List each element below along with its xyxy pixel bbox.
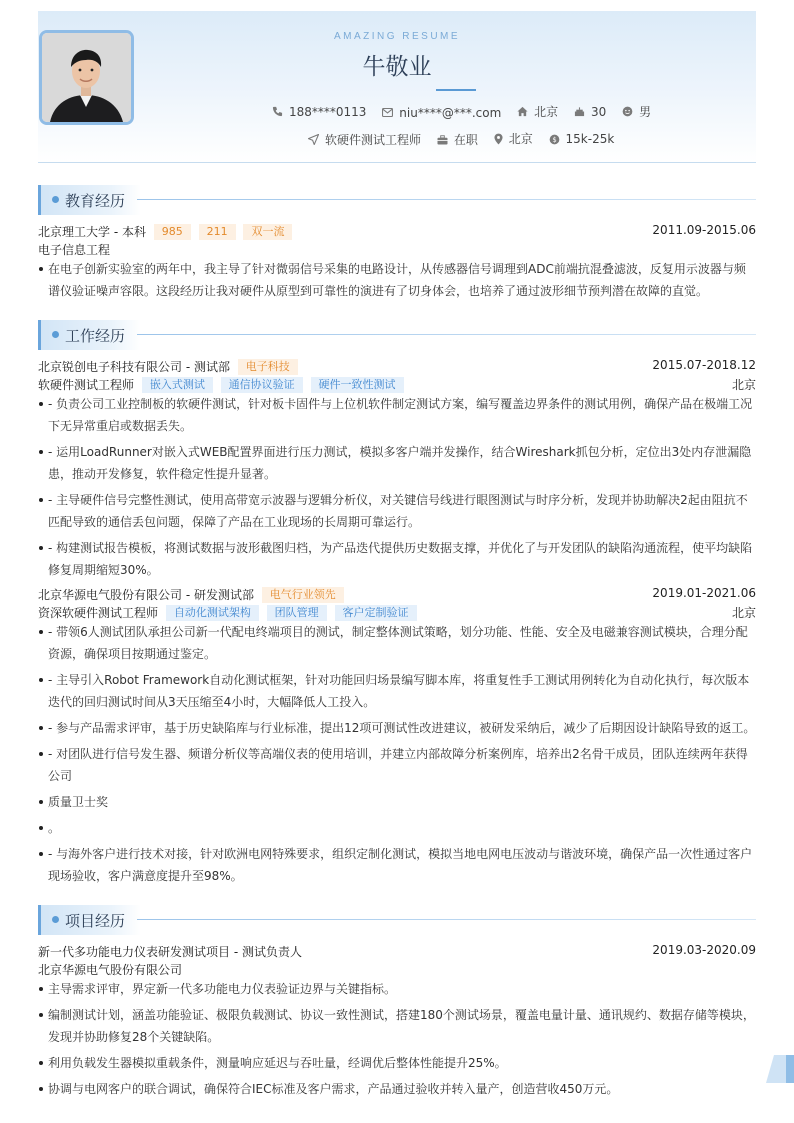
project-bullet: 主导需求评审，界定新一代多功能电力仪表验证边界与关键指标。 [38,978,756,1000]
project-bullet: 利用负载发生器模拟重载条件，测量响应延迟与吞吐量，经调优后整体性能提升25%。 [38,1052,756,1074]
job-location: 北京 [731,606,756,620]
section-projects [38,905,756,935]
gender-text: 男 [639,105,652,119]
age-text: 30 [590,104,607,119]
location-icon [494,133,503,145]
project-bullet: 协调与电网客户的联合调试，确保符合IEC标准及客户需求，产品通过验收并转入量产，创造营收450万元。 [38,1078,756,1100]
contact-row [266,103,657,120]
email-item [382,106,501,120]
section-dot [52,196,59,203]
job-dates: 2015.07-2018.12 [652,358,756,372]
home-icon [517,106,528,117]
job-bullet: - 主导引入Robot Framework自动化测试框架，针对功能回归场景编写脚本库，将重复性手工测试用例转化为自动化执行，每次版本迭代的回归测试时间从3天压缩至4小时，大幅降低人工投入。 [38,669,756,713]
project-name: 新一代多功能电力仪表研发测试项目 - 测试负责人 [38,945,302,959]
education-major-row [38,241,756,258]
city-text: 北京 [534,105,559,119]
section-divider [137,919,756,920]
project-company: 北京华源电气股份有限公司 [38,963,183,977]
job-bullet: - 构建测试报告模板，将测试数据与波形截图归档，为产品迭代提供历史数据支撑，并优化了与开发团队的缺陷沟通流程，使平均缺陷修复周期缩短30%。 [38,537,756,581]
job-bullet: - 参与产品需求评审，基于历史缺陷库与行业标准，提出12项可测试性改进建议，被研发采纳后，减少了后期因设计缺陷导致的返工。 [38,717,756,739]
job-bullet: - 与海外客户进行技术对接，针对欧洲电网特殊要求，组织定制化测试，模拟当地电网电压波动与谐波环境，确保产品一次性通过客户现场验收，客户满意度提升至98%。 [38,843,756,887]
job-role-row [38,376,756,393]
salary-item [549,132,615,146]
salary-text: 15k-25k [565,132,615,146]
education-dates: 2011.09-2015.06 [652,223,756,237]
job-role-row [38,604,756,621]
resume-tagline: AMAZING RESUME [333,31,461,42]
job-bullet: - 运用LoadRunner对嵌入式WEB配置界面进行压力测试，模拟多客户端并发操作，结合Wireshark抓包分析，定位出3处内存泄漏隐患，推动开发修复，软件稳定性提升显著。 [38,441,756,485]
job-bullet: 质量卫士奖 [38,791,756,813]
section-education [38,185,756,215]
gender-item [622,103,651,120]
section-divider [137,334,756,335]
job-bullet: - 主导硬件信号完整性测试，使用高带宽示波器与逻辑分析仪，对关键信号线进行眼图测试与时序分析，发现并协助解决2起由阻抗不匹配导致的通信丢包问题，保障了产品在工业现场的长周期可靠运行。 [38,489,756,533]
phone-icon [272,106,283,117]
project-company-row [38,961,756,978]
education-school-row [38,223,756,240]
school-tag: 211 [199,224,236,240]
cake-icon [574,106,585,117]
project-dates: 2019.03-2020.09 [652,943,756,957]
job-company-row [38,586,756,603]
school-tag: 双一流 [243,224,292,240]
section-dot [52,331,59,338]
target-city-item [494,130,533,147]
section-title-text: 项目经历 [65,912,126,930]
major: 电子信息工程 [38,243,111,257]
phone-item [272,105,366,119]
section-title-text: 教育经历 [65,192,126,210]
skill-tag: 硬件一致性测试 [311,377,404,393]
email-text: niu****@***.com [399,105,502,120]
skill-tag: 嵌入式测试 [142,377,213,393]
job-bullet: - 对团队进行信号发生器、频谱分析仪等高端仪表的使用培训，并建立内部故障分析案例库，培养出2名骨干成员，团队连续两年获得公司 [38,743,756,787]
status-item [437,131,478,148]
job-role: 软硬件测试工程师 [38,378,135,392]
job-bullet: 。 [38,817,756,839]
job-dates: 2019.01-2021.06 [652,586,756,600]
section-divider [137,199,756,200]
briefcase-icon [437,135,448,145]
project-bullet: 编制测试计划，涵盖功能验证、极限负载测试、协议一致性测试，搭建180个测试场景，覆盖电量计量、通讯规约、数据存储等模块，发现并协助修复28个关键缺陷。 [38,1004,756,1048]
job-bullet: - 负责公司工业控制板的软硬件测试，针对板卡固件与上位机软件制定测试方案，编写覆盖边界条件的测试用例，确保产品在极端工况下无异常重启或数据丢失。 [38,393,756,437]
target-city-text: 北京 [508,132,533,146]
job-role: 资深软硬件测试工程师 [38,606,159,620]
skill-tag: 自动化测试架构 [166,605,259,621]
section-work [38,320,756,350]
school-tag: 985 [154,224,191,240]
project-name-row [38,943,756,960]
mail-icon [382,108,393,117]
school-line: 北京理工大学 - 本科 [38,225,146,239]
status-text: 在职 [453,133,478,147]
company-tag: 电气行业领先 [262,587,344,603]
company-tag: 电子科技 [238,359,298,375]
target-position-text: 软硬件测试工程师 [325,132,422,147]
skill-tag: 客户定制验证 [335,605,417,621]
company-line: 北京锐创电子科技有限公司 - 测试部 [38,360,230,374]
education-bullet: 在电子创新实验室的两年中，我主导了针对微弱信号采集的电路设计，从传感器信号调理到ADC前端抗混叠滤波，反复用示波器与频谱仪验证噪声容限。这段经历让我对硬件从原型到可靠性的演进有了切身体会，也培养了通过波形细节预判潜在故障的直觉。 [38,258,756,302]
send-icon [308,134,319,145]
job-intent-row [302,130,620,148]
section-title-text: 工作经历 [65,327,126,345]
skill-tag: 通信协议验证 [221,377,303,393]
job-bullet: - 带领6人测试团队承担公司新一代配电终端项目的测试，制定整体测试策略，划分功能、性能、安全及电磁兼容测试模块，合理分配资源，确保项目按期通过鉴定。 [38,621,756,665]
section-dot [52,916,59,923]
svg-text:$: $ [551,135,557,144]
candidate-name: 牛敬业 [362,54,432,80]
face-icon [622,106,633,117]
corner-decoration [766,1055,794,1083]
money-icon [549,134,560,145]
skill-tag: 团队管理 [267,605,327,621]
job-location: 北京 [731,378,756,392]
target-position-item [308,131,421,148]
job-company-row [38,358,756,375]
city-item [517,103,558,120]
phone-text: 188****0113 [289,104,367,119]
company-line: 北京华源电气股份有限公司 - 研发测试部 [38,588,254,602]
age-item [574,105,606,119]
name-underline [436,89,476,91]
